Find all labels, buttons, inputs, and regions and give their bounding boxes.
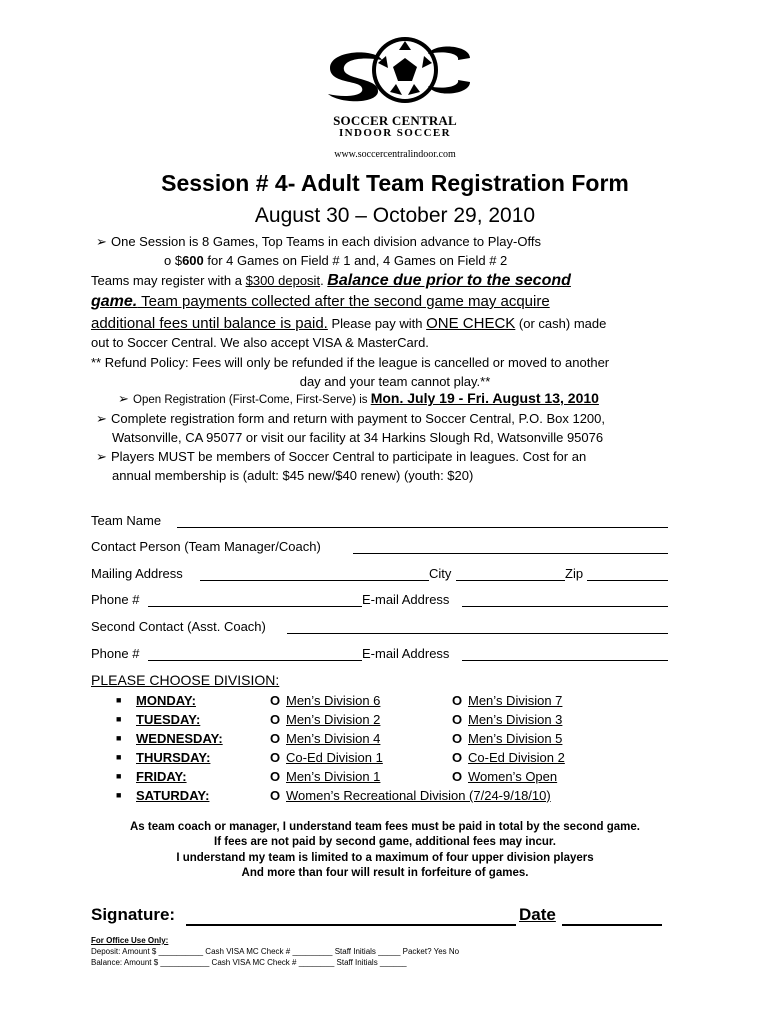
office-deposit-line: Deposit: Amount $ __________ Cash VISA MC Check # _________ Staff Initials _____ Packet? Yes No [91, 947, 460, 956]
arrow-bullet-icon: ➢ [118, 391, 129, 406]
phone-2-line[interactable] [148, 660, 362, 661]
office-use-heading: For Office Use Only: [91, 936, 169, 945]
agreement-line-1: As team coach or manager, I understand team fees must be paid in total by the second game. [130, 821, 640, 833]
mailing-address-label: Mailing Address [91, 566, 183, 581]
open-registration: ➢ Open Registration (First-Come, First-Serve) is Mon. July 19 - Fri. August 13, 2010 [118, 390, 599, 406]
division-option-circle[interactable]: O [270, 693, 281, 708]
contact-person-label: Contact Person (Team Manager/Coach) [91, 539, 321, 554]
zip-label: Zip [565, 566, 584, 581]
phone-line[interactable] [148, 606, 362, 607]
agreement-line-2: If fees are not paid by second game, additional fees may incur. [214, 836, 556, 848]
arrow-bullet-icon: ➢ [96, 449, 107, 464]
division-heading: PLEASE CHOOSE DIVISION: [91, 672, 280, 688]
division-option-1[interactable]: Co-Ed Division 1 [286, 750, 383, 765]
agreement-line-4: And more than four will result in forfeiture of games. [241, 867, 529, 879]
square-bullet-icon: ■ [116, 714, 122, 724]
page-title: Session # 4- Adult Team Registration Form [161, 170, 629, 196]
info-line-13: annual membership is (adult: $45 new/$40 renew) (youth: $20) [112, 468, 474, 483]
info-line-10: ➢ Complete registration form and return with payment to Soccer Central, P.O. Box 1200, [96, 411, 605, 426]
info-line-3: Teams may register with a $300 deposit. Balance due prior to the second [91, 272, 571, 289]
arrow-bullet-icon: ➢ [96, 234, 107, 249]
second-contact-line[interactable] [287, 633, 668, 634]
signature-line[interactable] [186, 924, 516, 926]
division-day: MONDAY: [136, 693, 196, 708]
city-label: City [429, 566, 452, 581]
email-line[interactable] [462, 606, 668, 607]
phone-2-label: Phone # [91, 646, 140, 661]
info-line-6: out to Soccer Central. We also accept VISA & MasterCard. [91, 335, 429, 350]
division-option-2[interactable]: Women’s Open [468, 769, 558, 784]
division-option-circle[interactable]: O [270, 731, 281, 746]
square-bullet-icon: ■ [116, 790, 122, 800]
division-option-circle[interactable]: O [452, 712, 463, 727]
second-contact-label: Second Contact (Asst. Coach) [91, 619, 266, 634]
division-day: SATURDAY: [136, 788, 210, 803]
division-option-circle[interactable]: O [452, 693, 463, 708]
division-option-circle[interactable]: O [270, 750, 281, 765]
division-option-2[interactable]: Men’s Division 5 [468, 731, 563, 746]
info-line-4: game. Team payments collected after the second game may acquire [91, 293, 550, 310]
division-option-1[interactable]: Men’s Division 6 [286, 693, 381, 708]
logo-subtitle: INDOOR SOCCER [338, 127, 452, 139]
email-2-line[interactable] [462, 660, 668, 661]
city-line[interactable] [456, 580, 565, 581]
logo-name: SOCCER CENTRAL [333, 113, 457, 128]
division-option-1[interactable]: Women’s Recreational Division (7/24-9/18/10) [286, 788, 551, 803]
square-bullet-icon: ■ [116, 695, 122, 705]
square-bullet-icon: ■ [116, 752, 122, 762]
division-option-circle[interactable]: O [270, 712, 281, 727]
refund-policy: ** Refund Policy: Fees will only be refunded if the league is cancelled or moved to another [91, 355, 610, 370]
division-option-circle[interactable]: O [452, 769, 463, 784]
date-label: Date [519, 905, 556, 924]
office-balance-line: Balance: Amount $ ___________ Cash VISA MC Check # ________ Staff Initials ______ [91, 958, 407, 967]
square-bullet-icon: ■ [116, 771, 122, 781]
division-day: FRIDAY: [136, 769, 187, 784]
session-dates: August 30 – October 29, 2010 [254, 204, 536, 227]
signature-label: Signature: [91, 905, 176, 924]
date-line[interactable] [562, 924, 662, 926]
division-day: THURSDAY: [136, 750, 211, 765]
division-option-2[interactable]: Co-Ed Division 2 [468, 750, 565, 765]
division-option-1[interactable]: Men’s Division 1 [286, 769, 381, 784]
email-label: E-mail Address [362, 592, 450, 607]
team-name-label: Team Name [91, 513, 162, 528]
refund-policy-cont: day and your team cannot play.** [299, 374, 491, 389]
division-day: WEDNESDAY: [136, 731, 223, 746]
website-url: www.soccercentralindoor.com [334, 149, 456, 160]
mailing-address-line[interactable] [200, 580, 429, 581]
arrow-bullet-icon: ➢ [96, 411, 107, 426]
zip-line[interactable] [587, 580, 668, 581]
division-option-circle[interactable]: O [270, 769, 281, 784]
division-option-2[interactable]: Men’s Division 7 [468, 693, 563, 708]
phone-label: Phone # [91, 592, 140, 607]
team-name-line[interactable] [177, 527, 668, 528]
division-option-2[interactable]: Men’s Division 3 [468, 712, 563, 727]
division-option-1[interactable]: Men’s Division 4 [286, 731, 381, 746]
division-option-circle[interactable]: O [452, 731, 463, 746]
square-bullet-icon: ■ [116, 733, 122, 743]
info-line-2: o $600 for 4 Games on Field # 1 and, 4 Games on Field # 2 [164, 253, 508, 268]
contact-person-line[interactable] [353, 553, 668, 554]
info-line-12: ➢ Players MUST be members of Soccer Central to participate in leagues. Cost for an [96, 449, 587, 464]
info-line-11: Watsonville, CA 95077 or visit our facility at 34 Harkins Slough Rd, Watsonville 95076 [112, 430, 604, 445]
agreement-line-3: I understand my team is limited to a maximum of four upper division players [176, 852, 594, 864]
info-line-5: additional fees until balance is paid. Please pay with ONE CHECK (or cash) made [91, 315, 607, 332]
division-option-circle[interactable]: O [452, 750, 463, 765]
info-line-1: ➢ One Session is 8 Games, Top Teams in each division advance to Play-Offs [96, 234, 541, 249]
division-day: TUESDAY: [136, 712, 201, 727]
division-option-circle[interactable]: O [270, 788, 281, 803]
division-option-1[interactable]: Men’s Division 2 [286, 712, 381, 727]
email-2-label: E-mail Address [362, 646, 450, 661]
